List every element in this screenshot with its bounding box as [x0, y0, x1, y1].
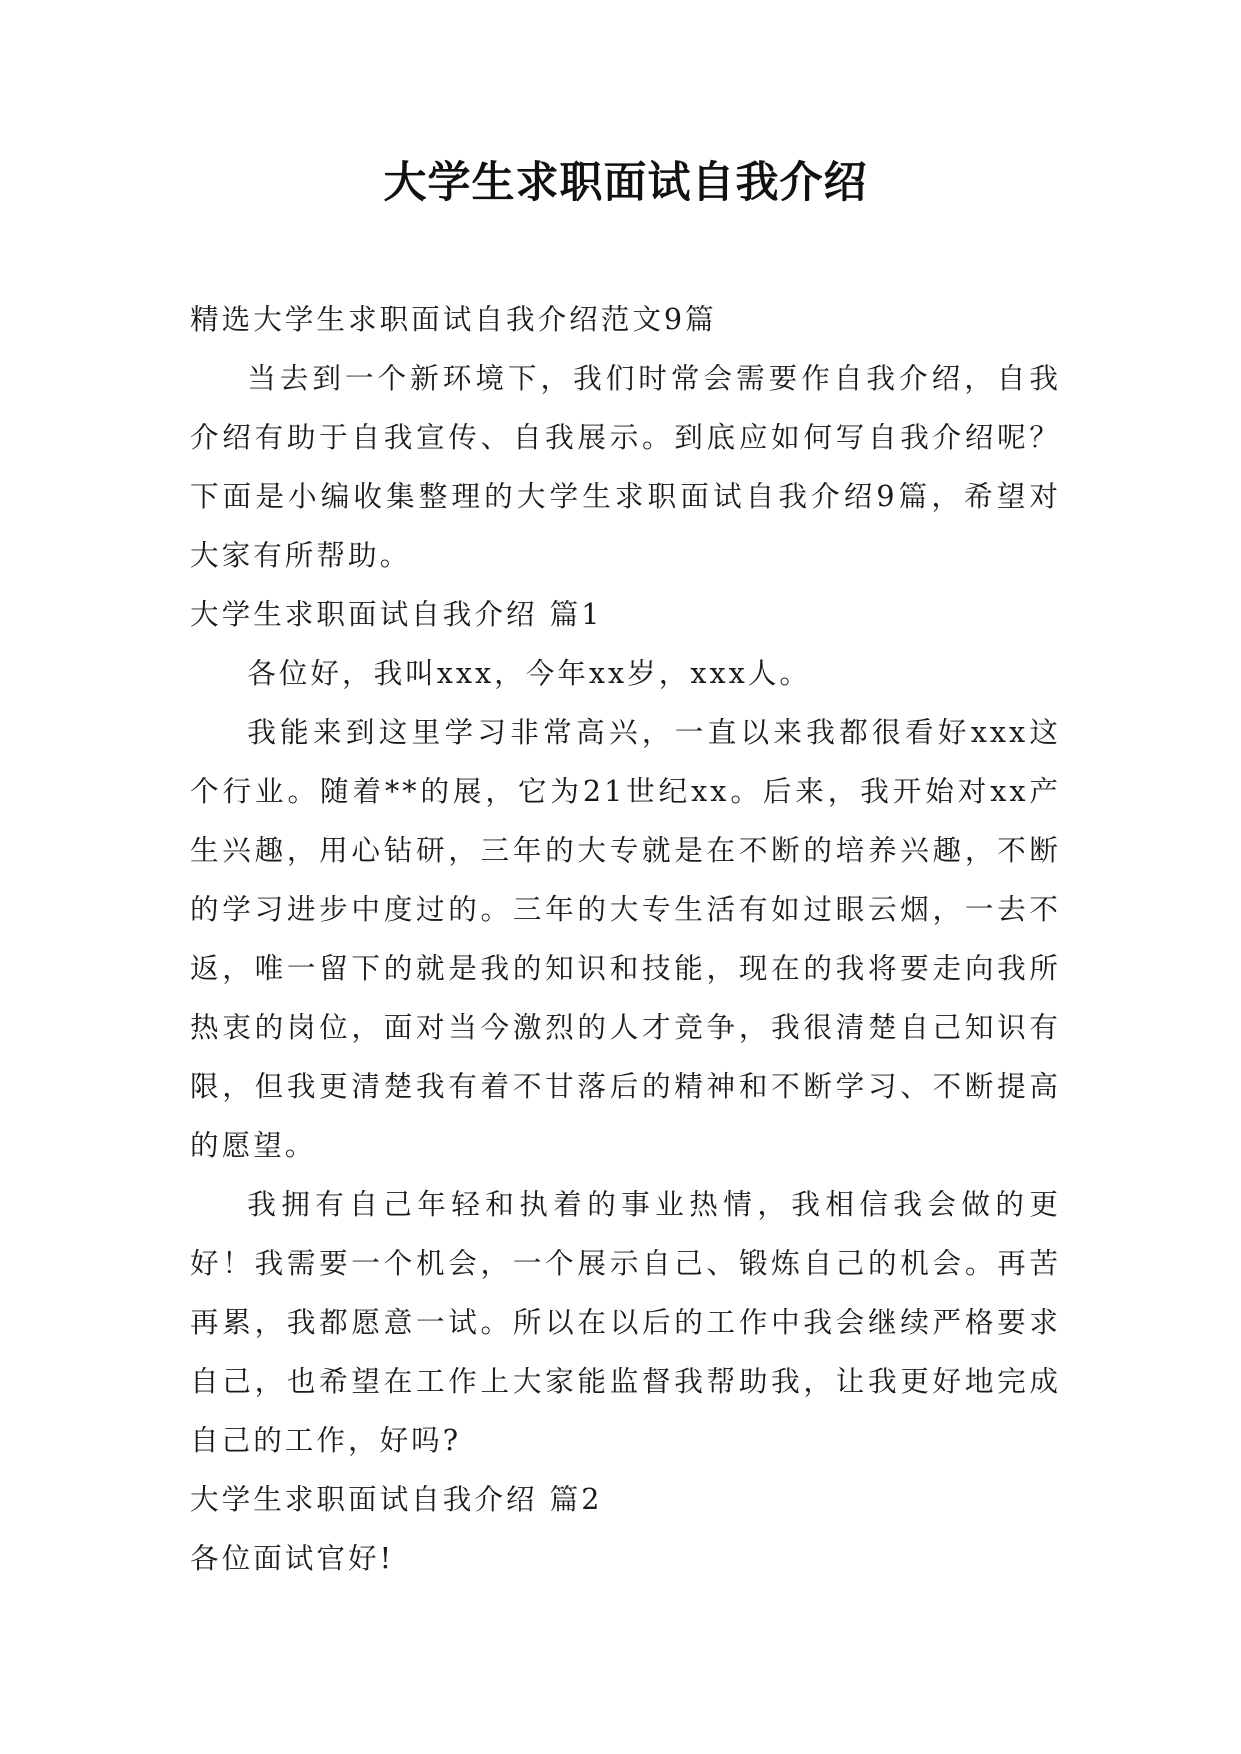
section-heading-1: 大学生求职面试自我介绍 篇1: [190, 597, 603, 631]
intro-paragraph: 当去到一个新环境下，我们时常会需要作自我介绍，自我介绍有助于自我宣传、自我展示。到底应如何写自我介绍呢？下面是小编收集整理的大学生求职面试自我介绍9篇，希望对大家有所帮助。: [190, 361, 1061, 572]
document-title: 大学生求职面试自我介绍: [383, 158, 868, 208]
section1-paragraph-3: 我拥有自己年轻和执着的事业热情，我相信我会做的更好！我需要一个机会，一个展示自己、锻炼自己的机会。再苦再累，我都愿意一试。所以在以后的工作中我会继续严格要求自己，也希望在工作上大家能监督我帮助我，让我更好地完成自己的工作，好吗?: [190, 1187, 1061, 1457]
section1-paragraph-1: 各位好，我叫xxx，今年xx岁，xxx人。: [247, 656, 811, 690]
section-heading-2: 大学生求职面试自我介绍 篇2: [190, 1482, 603, 1516]
document-body: [190, 290, 1061, 1588]
section1-paragraph-2: 我能来到这里学习非常高兴，一直以来我都很看好xxx这个行业。随着**的展，它为21世纪xx。后来，我开始对xx产生兴趣，用心钻研，三年的大专就是在不断的培养兴趣，不断的学习进步中度过的。三年的大专生活有如过眼云烟，一去不返，唯一留下的就是我的知识和技能，现在的我将要走向我所热衷的岗位，面对当今激烈的人才竞争，我很清楚自己知识有限，但我更清楚我有着不甘落后的精神和不断学习、不断提高的愿望。: [190, 715, 1061, 1162]
section2-greeting: 各位面试官好!: [190, 1541, 395, 1575]
document-subtitle: 精选大学生求职面试自我介绍范文9篇: [190, 302, 717, 336]
